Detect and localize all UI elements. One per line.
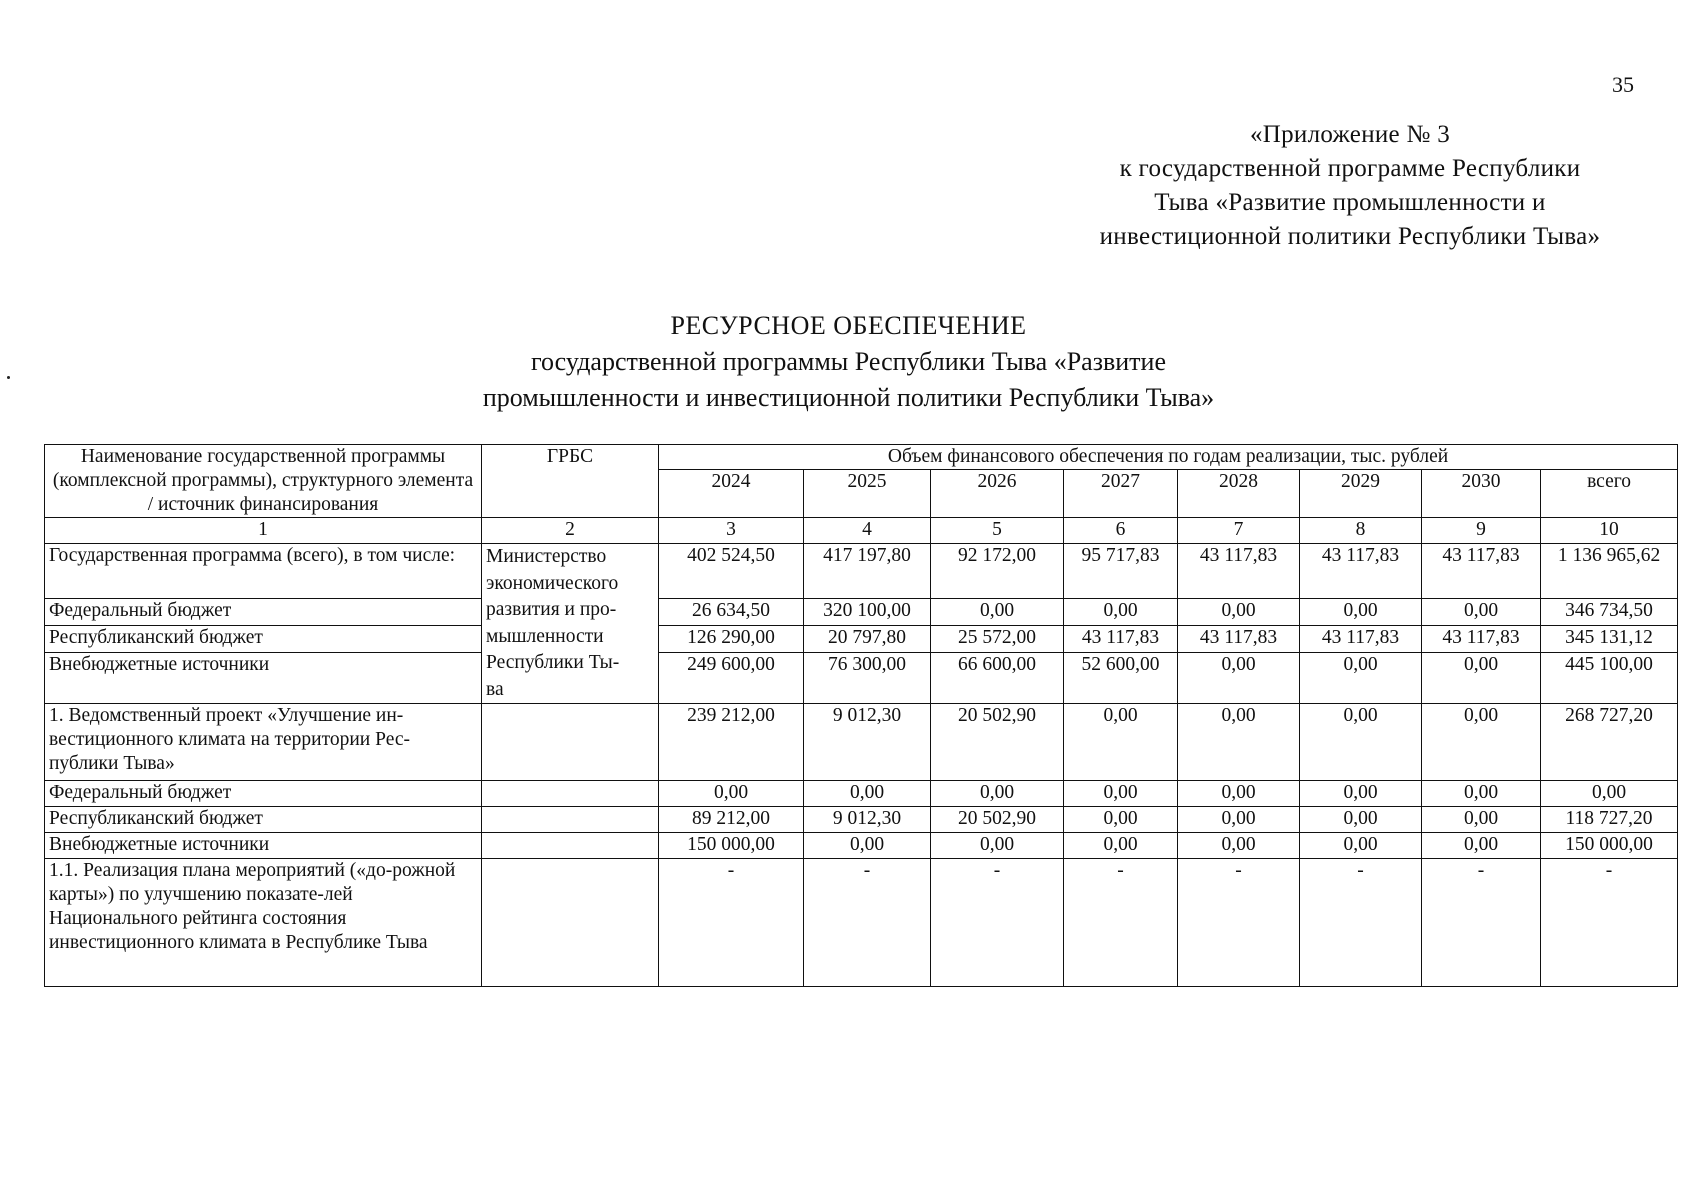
value-cell: 0,00 [1300, 807, 1422, 833]
value-cell: 20 502,90 [931, 807, 1064, 833]
value-cell: 0,00 [804, 781, 931, 807]
value-cell: 0,00 [1422, 833, 1541, 859]
value-cell: 0,00 [1422, 704, 1541, 781]
value-cell: - [1300, 859, 1422, 987]
grbs-line: Министерство [486, 546, 607, 567]
table-row [45, 859, 1678, 987]
value-cell: 0,00 [1300, 653, 1422, 704]
resource-table [44, 444, 1678, 987]
table-row [45, 781, 1678, 807]
value-cell: 0,00 [1300, 781, 1422, 807]
header-name-col: Наименование государственной программы (комплексной программы), структурного элемента / источник финансирования [45, 445, 482, 518]
table-row [45, 807, 1678, 833]
value-cell: 9 012,30 [804, 704, 931, 781]
value-cell: 26 634,50 [659, 598, 804, 625]
row-name: Республиканский бюджет [45, 626, 482, 653]
value-cell: 89 212,00 [659, 807, 804, 833]
value-cell: 43 117,83 [1300, 626, 1422, 653]
grbs-line: ва [486, 678, 504, 700]
value-cell: 43 117,83 [1064, 626, 1178, 653]
total-cell: 445 100,00 [1541, 653, 1678, 704]
header-year: 2027 [1064, 470, 1178, 518]
grbs-line: мышленности [486, 625, 604, 647]
total-cell: 346 734,50 [1541, 598, 1678, 625]
header-grbs-col: ГРБС [482, 445, 659, 518]
value-cell: 0,00 [931, 833, 1064, 859]
appendix-line: инвестиционной политики Республики Тыва» [1099, 223, 1601, 250]
column-number: 1 [45, 518, 482, 544]
grbs-line: Республики Ты- [486, 652, 620, 673]
header-volume-col: Объем финансового обеспечения по годам реализации, тыс. рублей [659, 445, 1678, 470]
table-row [45, 833, 1678, 859]
value-cell: 0,00 [1300, 704, 1422, 781]
table-row [45, 544, 1678, 599]
value-cell: 417 197,80 [804, 544, 931, 599]
total-cell: 345 131,12 [1541, 626, 1678, 653]
grbs-cell-empty [482, 807, 659, 833]
value-cell: 0,00 [659, 781, 804, 807]
header-year: 2026 [931, 470, 1064, 518]
table-row [45, 704, 1678, 781]
header-year: 2024 [659, 470, 804, 518]
title-line-2: государственной программы Республики Тыва «Развитие [530, 347, 1167, 376]
grbs-cell-empty [482, 833, 659, 859]
column-number-row [45, 518, 1678, 544]
header-row [45, 445, 1678, 470]
value-cell: 0,00 [1422, 653, 1541, 704]
total-cell: 1 136 965,62 [1541, 544, 1678, 599]
table-row [45, 598, 1678, 625]
header-year: 2025 [804, 470, 931, 518]
appendix-line: к государственной программе Республики [1119, 155, 1581, 182]
grbs-cell [482, 544, 659, 704]
total-cell: 150 000,00 [1541, 833, 1678, 859]
value-cell: 0,00 [1422, 807, 1541, 833]
column-number: 8 [1300, 518, 1422, 544]
value-cell: 20 797,80 [804, 626, 931, 653]
appendix-line: «Приложение № 3 [1249, 121, 1451, 148]
header-year: 2028 [1178, 470, 1300, 518]
value-cell: 0,00 [804, 833, 931, 859]
row-name: Федеральный бюджет [45, 781, 482, 807]
header-year: 2029 [1300, 470, 1422, 518]
row-name: Внебюджетные источники [45, 653, 482, 704]
value-cell: 43 117,83 [1300, 544, 1422, 599]
value-cell: 0,00 [1300, 833, 1422, 859]
column-number: 10 [1541, 518, 1678, 544]
value-cell: 0,00 [1300, 598, 1422, 625]
value-cell: 150 000,00 [659, 833, 804, 859]
value-cell: - [659, 859, 804, 987]
table-row [45, 626, 1678, 653]
row-name: Внебюджетные источники [45, 833, 482, 859]
total-cell: 118 727,20 [1541, 807, 1678, 833]
table-row [45, 653, 1678, 704]
grbs-cell-empty [482, 704, 659, 781]
title-line-3: промышленности и инвестиционной политики Республики Тыва» [482, 383, 1215, 412]
header-total: всего [1541, 470, 1678, 518]
value-cell: 0,00 [1178, 781, 1300, 807]
value-cell: 320 100,00 [804, 598, 931, 625]
total-cell: - [1541, 859, 1678, 987]
value-cell: 66 600,00 [931, 653, 1064, 704]
value-cell: 25 572,00 [931, 626, 1064, 653]
row-name: Республиканский бюджет [45, 807, 482, 833]
value-cell: 0,00 [1064, 598, 1178, 625]
grbs-cell-empty [482, 859, 659, 987]
column-number: 4 [804, 518, 931, 544]
total-cell: 268 727,20 [1541, 704, 1678, 781]
value-cell: - [1064, 859, 1178, 987]
grbs-cell-empty [482, 781, 659, 807]
column-number: 5 [931, 518, 1064, 544]
value-cell: 92 172,00 [931, 544, 1064, 599]
row-name: 1. Ведомственный проект «Улучшение ин-вестиционного климата на территории Рес-публики Тыва» [45, 704, 482, 781]
value-cell: - [1178, 859, 1300, 987]
value-cell: 0,00 [1064, 781, 1178, 807]
value-cell: 43 117,83 [1178, 626, 1300, 653]
value-cell: 0,00 [1178, 704, 1300, 781]
value-cell: 0,00 [1178, 807, 1300, 833]
value-cell: 0,00 [1178, 653, 1300, 704]
value-cell: 0,00 [1178, 598, 1300, 625]
value-cell: - [804, 859, 931, 987]
value-cell: 0,00 [1422, 598, 1541, 625]
value-cell: 0,00 [1178, 833, 1300, 859]
row-name: Федеральный бюджет [45, 598, 482, 625]
value-cell: 9 012,30 [804, 807, 931, 833]
row-name: Государственная программа (всего), в том числе: [45, 544, 482, 599]
title-line-1: РЕСУРСНОЕ ОБЕСПЕЧЕНИЕ [670, 311, 1027, 340]
value-cell: 0,00 [1064, 704, 1178, 781]
value-cell: 43 117,83 [1422, 626, 1541, 653]
column-number: 9 [1422, 518, 1541, 544]
value-cell: 0,00 [931, 598, 1064, 625]
value-cell: 76 300,00 [804, 653, 931, 704]
value-cell: - [931, 859, 1064, 987]
row-name: 1.1. Реализация плана мероприятий («до-рожной карты») по улучшению показате-лей Национального рейтинга состояния инвестиционного климата в Республике Тыва [45, 859, 482, 987]
column-number: 2 [482, 518, 659, 544]
value-cell: 402 524,50 [659, 544, 804, 599]
value-cell: 20 502,90 [931, 704, 1064, 781]
column-number: 7 [1178, 518, 1300, 544]
value-cell: 249 600,00 [659, 653, 804, 704]
value-cell: 95 717,83 [1064, 544, 1178, 599]
page-number: 35 [1612, 72, 1634, 97]
value-cell: - [1422, 859, 1541, 987]
grbs-line: экономического [486, 572, 619, 594]
column-number: 6 [1064, 518, 1178, 544]
total-cell: 0,00 [1541, 781, 1678, 807]
column-number: 3 [659, 518, 804, 544]
document-title [0, 308, 1697, 416]
value-cell: 239 212,00 [659, 704, 804, 781]
value-cell: 0,00 [1064, 833, 1178, 859]
value-cell: 43 117,83 [1422, 544, 1541, 599]
value-cell: 0,00 [1064, 807, 1178, 833]
value-cell: 43 117,83 [1178, 544, 1300, 599]
appendix-note [1040, 118, 1660, 254]
value-cell: 126 290,00 [659, 626, 804, 653]
value-cell: 0,00 [1422, 781, 1541, 807]
grbs-line: развития и про- [486, 599, 617, 620]
value-cell: 52 600,00 [1064, 653, 1178, 704]
header-year: 2030 [1422, 470, 1541, 518]
value-cell: 0,00 [931, 781, 1064, 807]
appendix-line: Тыва «Развитие промышленности и [1154, 189, 1546, 216]
